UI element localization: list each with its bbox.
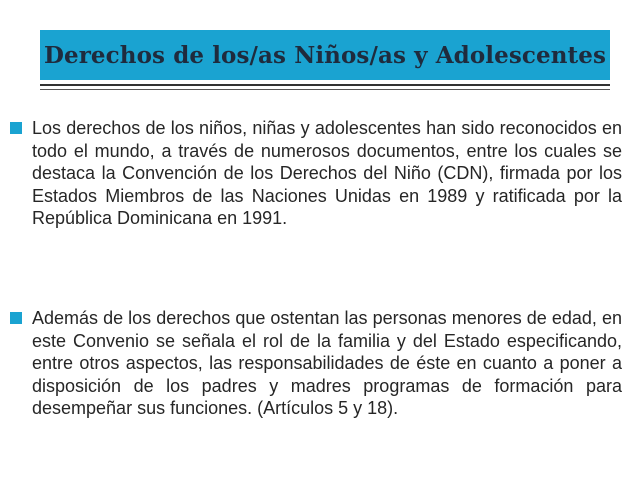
title-underline: [40, 84, 610, 86]
title-banner: [40, 30, 610, 80]
bullet-text: Además de los derechos que ostentan las personas menores de edad, en este Convenio se señala el rol de la familia y del Estado especificando, entre otros aspectos, las responsabilidades de éste en cuanto a poner a disposición de los padres y madres programas de formación para desempeñar sus funciones. (Artículos 5 y 18).: [32, 308, 622, 419]
slide-title: Derechos de los/as Niños/as y Adolescentes: [43, 41, 607, 69]
square-bullet-icon: [10, 312, 22, 324]
bullet-text: Los derechos de los niños, niñas y adolescentes han sido reconocidos en todo el mundo, a través de numerosos documentos, entre los cuales se destaca la Convención de los Derechos del Niño (CDN), firmada por los Estados Miembros de las Naciones Unidas en 1989 y ratificada por la República Dominicana en 1991.: [32, 118, 622, 229]
bullet-item: [10, 307, 622, 420]
bullet-item: [10, 117, 622, 230]
square-bullet-icon: [10, 122, 22, 134]
title-underline-thin: [40, 89, 610, 90]
